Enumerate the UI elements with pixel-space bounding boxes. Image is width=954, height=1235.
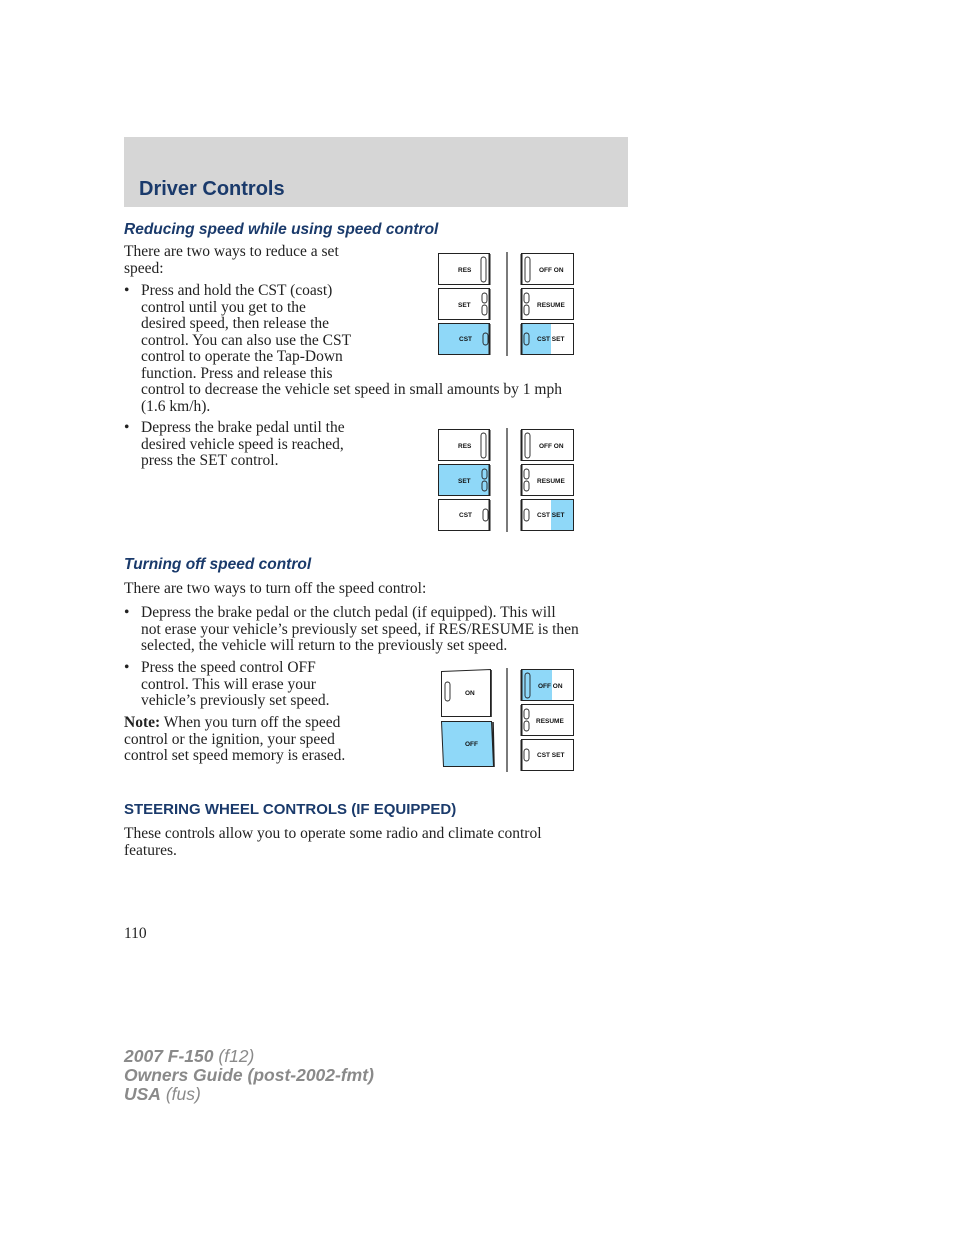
heading-turning-off: Turning off speed control xyxy=(124,556,312,573)
resume-label: RESUME xyxy=(537,478,565,485)
note: Note: When you turn off the speed control or the ignition, your speed control set speed memory is erased. xyxy=(124,714,346,764)
set-label: SET xyxy=(458,478,471,485)
res-label: RES xyxy=(458,443,472,450)
bullet: • xyxy=(124,282,130,299)
page-number: 110 xyxy=(124,925,147,942)
steering-wheel-paragraph: These controls allow you to operate some radio and climate control features. xyxy=(124,825,542,859)
intro-turn-off: There are two ways to turn off the speed control: xyxy=(124,580,427,597)
cst-label: CST xyxy=(459,512,472,519)
list-item: • Press and hold the CST (coast) control until you get to the desired speed, then release the control. You can also use the CST control to operate the Tap-Down function. Press and release this control to decrease the vehicle set speed in small amounts by 1 mph (1.6 km/h). xyxy=(124,282,562,415)
off-label: OFF xyxy=(465,741,478,748)
note-label: Note: xyxy=(124,714,161,731)
intro-reduce: There are two ways to reduce a set speed: xyxy=(124,243,339,277)
resume-label: RESUME xyxy=(537,302,565,309)
heading-steering-wheel-controls: STEERING WHEEL CONTROLS (IF EQUIPPED) xyxy=(124,801,457,818)
list-item: • Press the speed control OFF control. This will erase your vehicle’s previously set speed. xyxy=(124,659,330,709)
cst-label: CST xyxy=(459,336,472,343)
speed-control-diagram-cst xyxy=(436,250,578,358)
res-label: RES xyxy=(458,267,472,274)
cst-set-label: CST SET xyxy=(537,336,565,343)
on-label: ON xyxy=(465,690,475,697)
bullet: • xyxy=(124,419,130,436)
off-on-label: OFF ON xyxy=(539,267,564,274)
heading-reducing-speed: Reducing speed while using speed control xyxy=(124,221,439,238)
set-label: SET xyxy=(458,302,471,309)
speed-control-diagram-set xyxy=(436,426,578,534)
list-item: • Depress the brake pedal or the clutch pedal (if equipped). This will not erase your vehicle’s previously set speed, if RES/RESUME is then selected, the vehicle will return to the previously set speed. xyxy=(124,604,579,654)
list-item: • Depress the brake pedal until the desired vehicle speed is reached, press the SET control. xyxy=(124,419,345,469)
speed-control-diagram-off xyxy=(438,666,580,774)
bullet: • xyxy=(124,604,130,621)
off-on-label: OFF ON xyxy=(538,683,563,690)
footer: 2007 F-150 (f12) Owners Guide (post-2002-fmt) USA (fus) xyxy=(124,1046,374,1104)
resume-label: RESUME xyxy=(536,718,564,725)
cst-set-label: CST SET xyxy=(537,752,565,759)
page-title: Driver Controls xyxy=(139,178,285,200)
off-on-label: OFF ON xyxy=(539,443,564,450)
bullet: • xyxy=(124,659,130,676)
cst-set-label: CST SET xyxy=(537,512,565,519)
